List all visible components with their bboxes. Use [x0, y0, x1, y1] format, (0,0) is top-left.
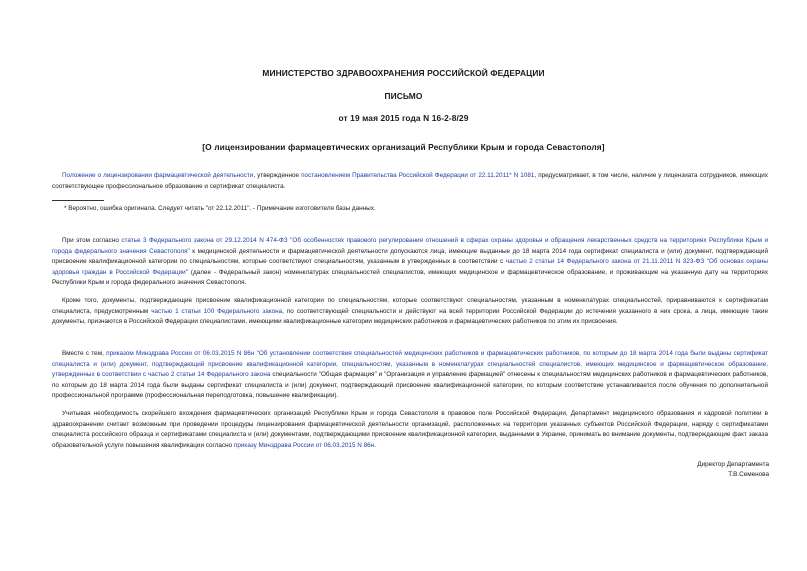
document-date-number: от 19 мая 2015 года N 16-2-8/29: [338, 113, 469, 123]
paragraph-2-text-b: к медицинской деятельности и фармацевтической деятельности допускаются лица, имеющие выданные до 18 марта 2014 года сертификат специалиста и (или) документ, подтверждающий присвоение квалификационной категории по специальностям, которые соответствуют специальностям, указанным в утвержденных в соответствии с: [52, 247, 768, 266]
paragraph-1-text-a: , утвержденное: [253, 172, 302, 179]
paragraph-3-text-a: Кроме того, документы, подтверждающие присвоение квалификационной категории по специальностям, которые соответствуют специальностям, указанным в номенклатурах специальностей, приравниваются к сертификатам специалиста, предусмотренным: [52, 297, 768, 315]
paragraph-5: [52, 409, 768, 451]
document-type: ПИСЬМО: [384, 91, 423, 101]
document-subject: [О лицензировании фармацевтических организаций Республики Крым и города Севастополя]: [202, 142, 605, 152]
signature-block: [697, 460, 769, 479]
ministry-heading: МИНИСТЕРСТВО ЗДРАВООХРАНЕНИЯ РОССИЙСКОЙ ФЕДЕРАЦИИ: [262, 68, 545, 78]
paragraph-1-text-b: , предусматривает, в том числе, наличие у лицензиата сотрудников, имеющих соответствующее профессиональное образование и сертификат специалиста.: [52, 172, 768, 190]
link-federal-law-474[interactable]: статье 3 Федерального закона от 29.12.2014 N 474-ФЗ "Об особенностях правового регулирования отношений в сферах охраны здоровья и обращения лекарственных средств на территориях Республики Крым и города федерального значения Севастополя": [52, 237, 768, 255]
paragraph-2-text-c: (далее - Федеральный закон) номенклатурах специальностей специалистов, имеющих медицинское и фармацевтическое образование, и проживающие на указанную дату на территориях Республики Крым и города федерального значения Севастополя.: [52, 268, 768, 287]
paragraph-4: [52, 349, 768, 402]
paragraph-2: [52, 236, 768, 289]
link-regulation[interactable]: Положение о лицензировании фармацевтической деятельности: [62, 172, 254, 179]
paragraph-5-text-a: Учитывая необходимость скорейшего вхождения фармацевтических организаций Республики Крым и города Севастополя в правовое поле Российской Федерации, Департамент медицинского образования и кадровой политики в здравоохранении считает возможным при проведении процедуры лицензирования фармацевтической деятельности организаций, расположенных на территории указанных субъектов Российской Федерации, наряду с сертификатами специалиста российского образца и сертификатами специалиста и (или) документами, подтверждающими присвоение квалификационной категории, выданными в Украине, принимать во внимание документы, подтверждающие факт заказа образовательной услуги повышения квалификации согласно: [52, 410, 768, 449]
footnote: * Вероятно, ошибка оригинала. Следует читать "от 22.12.2011". - Примечание изготовителя базы данных.: [64, 205, 376, 212]
paragraph-3: [52, 296, 768, 328]
signature-position: Директор Департамента: [697, 461, 769, 468]
link-order-86n-2[interactable]: приказу Минздрава России от 06.03.2015 N 86н: [233, 441, 375, 449]
link-government-decree[interactable]: постановлением Правительства Российской Федерации от 22.11.2011* N 1081: [301, 172, 535, 179]
signature-name: Т.В.Семенова: [728, 470, 769, 478]
footnote-divider: [52, 200, 104, 201]
link-article-100[interactable]: частью 1 статьи 100 Федерального закона: [151, 307, 283, 315]
link-order-86n[interactable]: приказом Минздрава России от 06.03.2015 N 86н "Об установлении соответствия специальностей медицинских работников и фармацевтических работников, по которым до 18 марта 2014 года были выданы сертификат специалиста и (или) документ, подтверждающий присвоение квалификационной категории, специальностям, указанным в номенклатурах специальностей специалистов, имеющих медицинское и фармацевтическое образование, утвержденных в соответствии с частью 2 статьи 14 Федерального закона: [52, 350, 769, 379]
paragraph-4-text-b: специальности "Общая фармация" и "Организация и управление фармацией" отнесены к специальностям медицинских работников и фармацевтических работников, по которым до 18 марта 2014 года были выданы сертификат специалиста и (или) документ, подтверждающий присвоение квалификационной категории, по которым соответствие устанавливается после обучения по дополнительной профессиональной программе (профессиональная переподготовка, повышение квалификации).: [52, 371, 768, 400]
paragraph-2-text-a: При этом согласно: [62, 237, 122, 244]
link-federal-law-323[interactable]: частью 2 статьи 14 Федерального закона от 21.11.2011 N 323-ФЗ "Об основах охраны здоровья граждан в Российской Федерации": [52, 258, 768, 276]
paragraph-1: [52, 171, 768, 192]
paragraph-4-text-a: Вместе с тем,: [62, 350, 107, 357]
paragraph-3-text-b: , по соответствующей специальности и действуют на всей территории Российской Федерации до истечения указанного в них срока, а лица, имеющие такие документы, признаются в Российской Федерации специалистами, имеющими квалификационные категории медицинских работников и фармацевтических работников по этим их присвоения.: [52, 307, 768, 326]
paragraph-5-text-b: .: [374, 441, 376, 449]
